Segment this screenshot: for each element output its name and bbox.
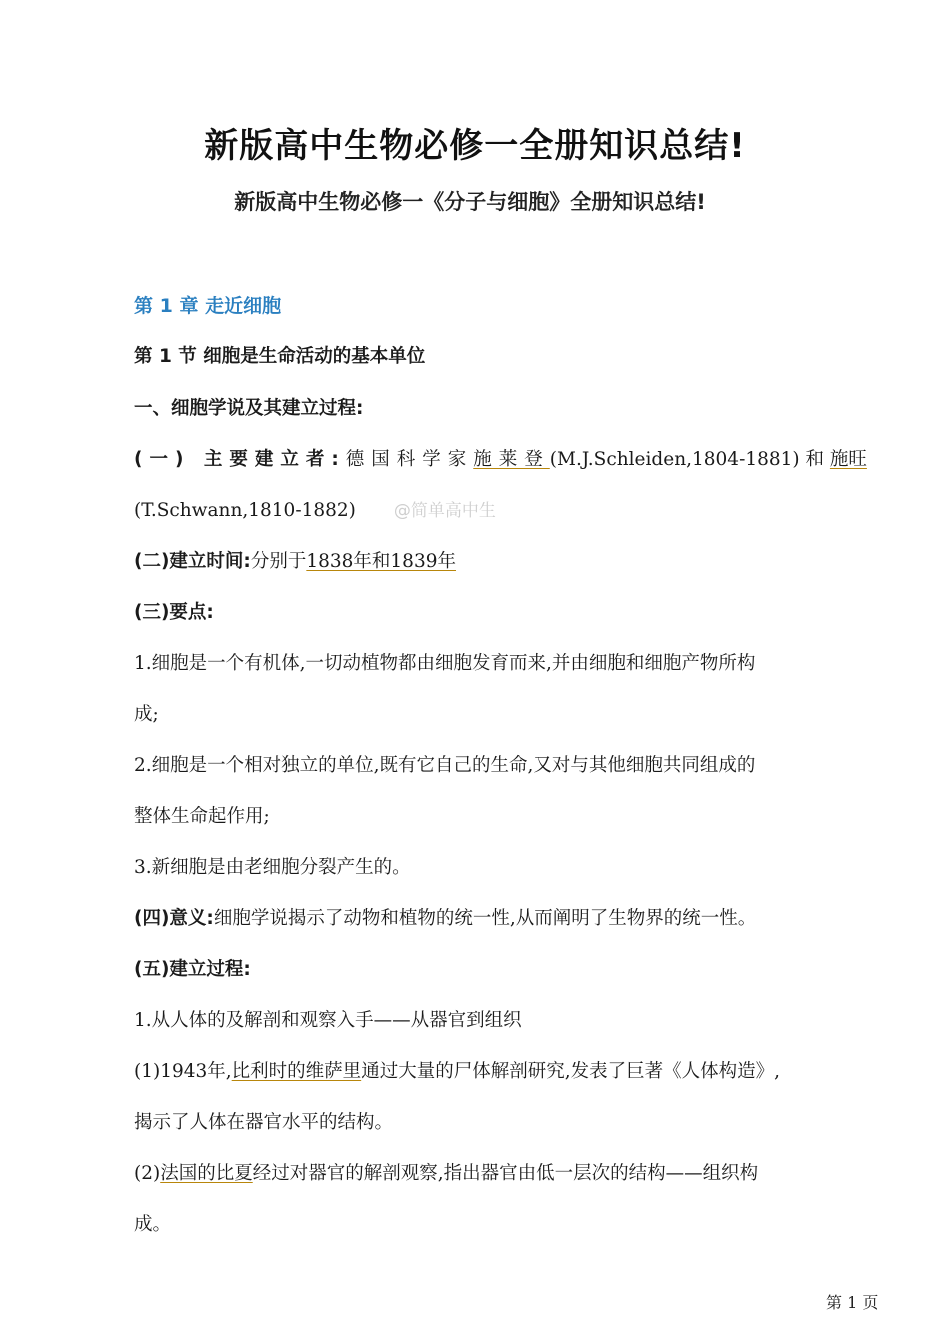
step-1-1-pre: (1)1943年, xyxy=(134,1061,232,1082)
paragraph-time xyxy=(134,548,824,576)
heading-key-points: (三)要点: xyxy=(134,602,214,623)
step-1-1-post: 通过大量的尸体解剖研究,发表了巨著《人体构造》, xyxy=(361,1061,780,1082)
founders-pre: 德国科学家 xyxy=(345,449,474,470)
significance-text: 细胞学说揭示了动物和植物的统一性,从而阐明了生物界的统一性。 xyxy=(213,908,757,929)
step-1-2-post: 经过对器官的解剖观察,指出器官由低一层次的结构——组织构 xyxy=(252,1163,759,1184)
section-heading: 第 1 节 细胞是生命活动的基本单位 xyxy=(134,346,426,367)
founders-mid: (M.J.Schleiden,1804-1881) 和 xyxy=(549,449,825,470)
heading-process: (五)建立过程: xyxy=(134,959,251,980)
step-1-1-line-1 xyxy=(134,1058,824,1086)
time-years: 1838年和1839年 xyxy=(306,551,456,572)
point-1-line-2: 成; xyxy=(134,704,159,725)
page-number: 第 1 页 xyxy=(826,1293,879,1312)
point-2-line-2: 整体生命起作用; xyxy=(134,806,270,827)
bichat-name: 法国的比夏 xyxy=(160,1163,253,1184)
point-1-line-1: 1.细胞是一个有机体,一切动植物都由细胞发育而来,并由细胞和细胞产物所构 xyxy=(134,653,756,674)
schwann-years: (T.Schwann,1810-1882) xyxy=(134,500,356,521)
step-1-1-line-2: 揭示了人体在器官水平的结构。 xyxy=(134,1112,394,1133)
founder-schleiden: 施莱登 xyxy=(473,449,550,470)
chapter-heading: 第 1 章 走近细胞 xyxy=(134,295,282,317)
founders-label: (一) 主要建立者: xyxy=(134,449,346,470)
page-title: 新版高中生物必修一全册知识总结! xyxy=(204,126,746,166)
paragraph-significance xyxy=(134,905,824,933)
paragraph-founders-cont xyxy=(134,497,824,525)
step-1-2-line-2: 成。 xyxy=(134,1214,172,1235)
founder-schwann: 施旺 xyxy=(829,449,867,470)
point-2-line-1: 2.细胞是一个相对独立的单位,既有它自己的生命,又对与其他细胞共同组成的 xyxy=(134,755,756,776)
vesalius-name: 比利时的维萨里 xyxy=(231,1061,362,1082)
heading-cell-theory: 一、细胞学说及其建立过程: xyxy=(134,398,364,419)
paragraph-founders xyxy=(134,446,867,474)
watermark-text: @简单高中生 xyxy=(393,501,496,521)
time-pre: 分别于 xyxy=(250,551,307,572)
time-label: (二)建立时间: xyxy=(134,551,251,572)
page-subtitle: 新版高中生物必修一《分子与细胞》全册知识总结! xyxy=(234,190,706,214)
step-1: 1.从人体的及解剖和观察入手——从器官到组织 xyxy=(134,1010,522,1031)
significance-label: (四)意义: xyxy=(134,908,214,929)
point-3: 3.新细胞是由老细胞分裂产生的。 xyxy=(134,857,411,878)
step-1-2-pre: (2) xyxy=(134,1163,161,1184)
step-1-2-line-1 xyxy=(134,1160,824,1188)
